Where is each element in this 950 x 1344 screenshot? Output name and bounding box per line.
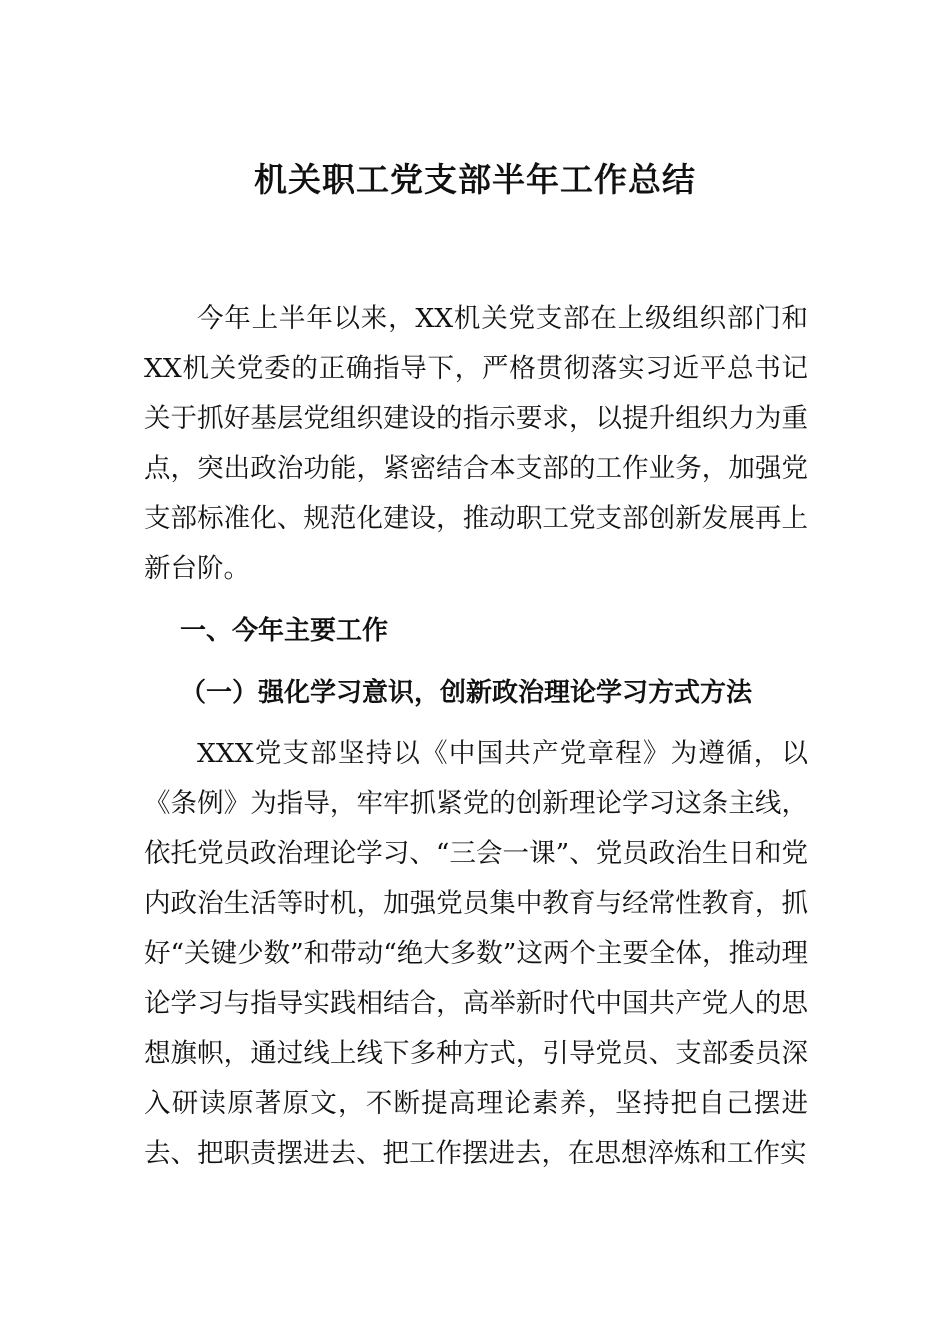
sub-section-heading: （一）强化学习意识，创新政治理论学习方式方法 <box>180 678 753 708</box>
section-heading: 一、今年主要工作 <box>180 616 389 646</box>
document-title: 机关职工党支部半年工作总结 <box>254 160 696 199</box>
body-paragraph: XXX党支部坚持以《中国共产党章程》为遵循，以《条例》为指导，牢牢抓紧党的创新理论学习这条主线，依托党员政治理论学习、“三会一课”、党员政治生日和党内政治生活等时机，加强党员集中教育与经常性教育，抓好“关键少数”和带动“绝大多数”这两个主要全体，推动理论学习与指导实践相结合，高举新时代中国共产党人的思想旗帜，通过线上线下多种方式，引导党员、支部委员深入研读原著原文，不断提高理论素养，坚持把自己摆进去、把职责摆进去、把工作摆进去，在思想淬炼和工作实 <box>144 738 808 1169</box>
intro-paragraph: 今年上半年以来，XX机关党支部在上级组织部门和XX机关党委的正确指导下，严格贯彻落实习近平总书记关于抓好基层党组织建设的指示要求，以提升组织力为重点，突出政治功能，紧密结合本支部的工作业务，加强党支部标准化、规范化建设，推动职工党支部创新发展再上新台阶。 <box>144 303 808 584</box>
